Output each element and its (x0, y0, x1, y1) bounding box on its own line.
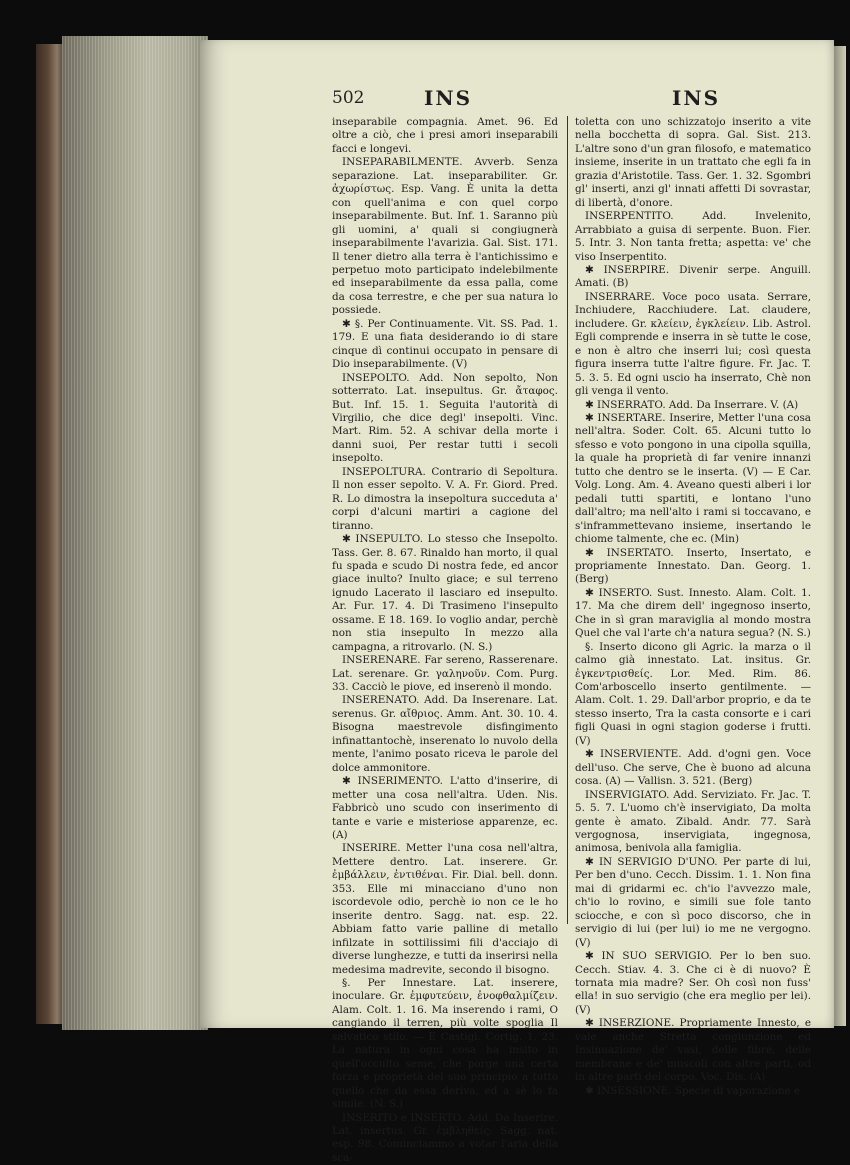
dictionary-entry: ✱ INSESSIONE. Specie di vaporazione e (585, 1084, 801, 1097)
dictionary-entry: ✱ INSERTARE. Inserire, Metter l'una cosa nell'altra. Soder. Colt. 65. Alcuni tutto lo sfesso e voto pongono in una cipolla squilla, la quale ha proprietà di far venire innanzi tutto che dentro se le inserta. (V) — E Car. Volg. Long. Am. 4. Aveano questi alberi i lor pedali tutti spartiti, e lontano l'uno dall'altro; ma nell'alto i rami si toccavano, e s'inframmettevano insieme, insertando le chiome talmente, che ec. (Min) (575, 411, 811, 546)
dictionary-entry: ✱ IN SERVIGIO D'UNO. Per parte di lui, Per ben d'uno. Cecch. Dissim. 1. 1. Non fina mai di gridarmi ec. ch'io l'avvezzo male, ch'io lo rovino, e simili sue fole tanto sciocche, e con sì poco discorso, che in servigio di lui (per lui) io me ne vergogno. (V) (575, 855, 811, 949)
page-edges (62, 36, 208, 1030)
dictionary-entry: ✱ INSERTO. Sust. Innesto. Alam. Colt. 1. 17. Ma che direm dell' ingegnoso inserto, Che in sì gran maraviglia al mondo mostra Quel che val l'arte ch'a natura segua? (N. S.) (575, 586, 811, 640)
dictionary-entry: ✱ INSERRATO. Add. Da Inserrare. V. (A) (585, 398, 799, 411)
dictionary-entry: INSERVIGIATO. Add. Serviziato. Fr. Jac. T. 5. 5. 7. L'uomo ch'è inservigiato, Da molta gente è amato. Zibald. Andr. 77. Sarà vergognosa, inservigiata, ingegnosa, animosa, benivola alla famiglia. (575, 788, 811, 855)
dictionary-entry: ✱ INSERIMENTO. L'atto d'inserire, di metter una cosa nell'altra. Uden. Nis. Fabbricò uno scudo con inserimento di tante e varie e misteriose apparenze, ec. (A) (332, 775, 558, 842)
dictionary-entry: INSEPARABILMENTE. Avverb. Senza separazione. Lat. inseparabiliter. Gr. ἀχωρίστως. Esp. Vang. È unita la detta con quell'anima e con quel corpo inseparabilmente. But. Inf. 1. Saranno più gli uomini, a' quali si congiugnerà inseparabilmente l'avarizia. Gal. Sist. 171. Il tener dietro alla terra è l'antichissimo e perpetuo moto participato indelebilmente ed inseparabilmente da essa palla, come da cosa terrestre, e che per sua natura lo possiede. (332, 156, 558, 317)
column-divider (567, 116, 568, 924)
dictionary-entry: INSERPENTITO. Add. Invelenito, Arrabbiato a guisa di serpente. Buon. Fier. 5. Intr. 3. Non tanta fretta; aspetta: ve' che viso Inserpentito. (575, 210, 811, 263)
dictionary-entry: INSERRARE. Voce poco usata. Serrare, Inchiudere, Racchiudere. Lat. claudere, includere. Gr. κλείειν, ἐγκλείειν. Lib. Astrol. Egli comprende e inserra in sè tutte le cose, e non è altro che inserri lui; così questa figura inserra tutte l'altre figure. Fr. Jac. T. 5. 3. 5. Ed ogni uscio ha inserrato, Chè non gli venga il vento. (575, 290, 811, 398)
dictionary-entry: INSERENARE. Far sereno, Rasserenare. Lat. serenare. Gr. γαληνοῦν. Com. Purg. 33. Cacciò le piove, ed inserenò il mondo. (332, 654, 558, 694)
right-column (575, 116, 811, 1097)
dictionary-entry: ✱ INSEPULTO. Lo stesso che Insepolto. Tass. Ger. 8. 67. Rinaldo han morto, il qual fu spada e scudo Di nostra fede, ed ancor giace inulto? Inulto giace; e sul terreno ignudo Lacerato il lasciaro ed insepulto. Ar. Fur. 17. 4. Di Trasimeno l'insepulto ossame. E 18. 169. Io voglio andar, perchè non stia insepulto In mezzo alla campagna, a ritrovarlo. (N. S.) (332, 533, 558, 653)
dictionary-entry: INSERIRE. Metter l'una cosa nell'altra, Mettere dentro. Lat. inserere. Gr. ἐμβάλλειν, ἐντιθέναι. Fir. Dial. bell. donn. 353. Elle mi minacciano d'uno non iscordevole odio, perchè io non ce le ho inserite dentro. Sagg. nat. esp. 22. Abbiam fatto varie palline di metallo infilzate in sottilissimi fili d'acciajo di diverse lunghezze, e tutti da inserirsi nella medesima madrevite, secondo il bisogno. (332, 842, 558, 976)
left-column (332, 116, 558, 1164)
page-number: 502 (332, 88, 365, 108)
dictionary-entry: ✱ §. Per Continuamente. Vit. SS. Pad. 1. 179. E una fiata desiderando io di stare cinque dì continui occupato in pensare di Dio inseparabilmente. (V) (332, 317, 558, 371)
running-head-left: INS (424, 86, 473, 110)
running-head-right: INS (672, 86, 721, 110)
dictionary-entry: ✱ INSERZIONE. Propriamente Innesto, e vale anche Stretta congiunzione ed Insinuazione de' vasi, delle fibre, delle membrane e de' muscoli con altre parti, od in altre parti del corpo. Voc. Dis. (A) (575, 1017, 811, 1084)
dictionary-entry: INSERENATO. Add. Da Inserenare. Lat. serenus. Gr. αἴθριος. Amm. Ant. 30. 10. 4. Bisogna maestrevole disfingimento infinattantochè, inserenato lo nuvolo della mente, l'animo posato riceva le parole del dolce ammonitore. (332, 694, 558, 774)
dictionary-entry: toletta con uno schizzatojo inserito a vite nella bocchetta di sopra. Gal. Sist. 213. L'altre sono d'un gran filosofo, e matematico insieme, inserite in un trattato che egli fa in grazia d'Aristotile. Tass. Ger. 1. 32. Sgombri gl' inserti, anzi gl' innati affetti Di sovrastar, di libertà, d'onore. (575, 116, 811, 209)
dictionary-entry: INSEPOLTURA. Contrario di Sepoltura. Il non esser sepolto. V. A. Fr. Giord. Pred. R. Lo dimostra la insepoltura succeduta a' corpi d'alcuni martiri a cagione del tiranno. (332, 465, 558, 532)
dictionary-entry: ✱ INSERVIENTE. Add. d'ogni gen. Voce dell'uso. Che serve, Che è buono ad alcuna cosa. (A) — Vallisn. 3. 521. (Berg) (575, 748, 811, 788)
dictionary-entry: inseparabile compagnia. Amet. 96. Ed oltre a ciò, che i presi amori inseparabili facci e longevi. (332, 116, 558, 155)
dictionary-entry: ✱ INSERPIRE. Divenir serpe. Anguill. Amati. (B) (575, 263, 811, 290)
dictionary-entry: §. Inserto dicono gli Agric. la marza o il calmo già innestato. Lat. insitus. Gr. ἐγκεντρισθείς. Lor. Med. Rim. 86. Com'arboscello inserto gentilmente. — Alam. Colt. 1. 29. Dall'arbor proprio, e da te stesso inserto, Tra la casta consorte e i cari figli Quasi in ogni stagion goderse i frutti. (V) (575, 640, 811, 747)
dictionary-entry: §. Per Innestare. Lat. inserere, inoculare. Gr. ἐμφυτεύειν, ἐνοφθαλμίζειν. Alam. Colt. 1. 16. Ma inserendo i rami, O cangiando il terren, più volte spoglia Il salvatico stilo. — E Castigl. Cortig. 1. 23. La natura in ogni cosa ha insito in quell'occulto seme, che porge una certa forza e proprietà del suo principio a tutto quello che da essa deriva, ed a sè lo fa simile. (N. S.) (332, 977, 558, 1111)
dictionary-entry: INSERITO e INSERTO. Add. Da Inserire. Lat. insertus. Gr. ἐμβληθείς. Sagg. nat. esp. 98. Cominciammo a votar l'aria della sca- (332, 1111, 558, 1164)
dictionary-entry: ✱ INSERTATO. Inserto, Insertato, e propriamente Innestato. Dan. Georg. 1. (Berg) (575, 546, 811, 586)
dictionary-entry: ✱ IN SUO SERVIGIO. Per lo ben suo. Cecch. Stiav. 4. 3. Che ci è di nuovo? È tornata mia madre? Ser. Oh così non fuss' ella! in suo servigio (che era meglio per lei). (V) (575, 950, 811, 1016)
dictionary-entry: INSEPOLTO. Add. Non sepolto, Non sotterrato. Lat. insepultus. Gr. ἄταφος. But. Inf. 15. 1. Seguita l'autorità di Virgilio, che dice degl' insepolti. Vinc. Mart. Rim. 52. A schivar della morte i danni suoi, Per restar tutti i secoli insepolto. (332, 371, 558, 465)
next-page-edge (834, 46, 846, 1026)
